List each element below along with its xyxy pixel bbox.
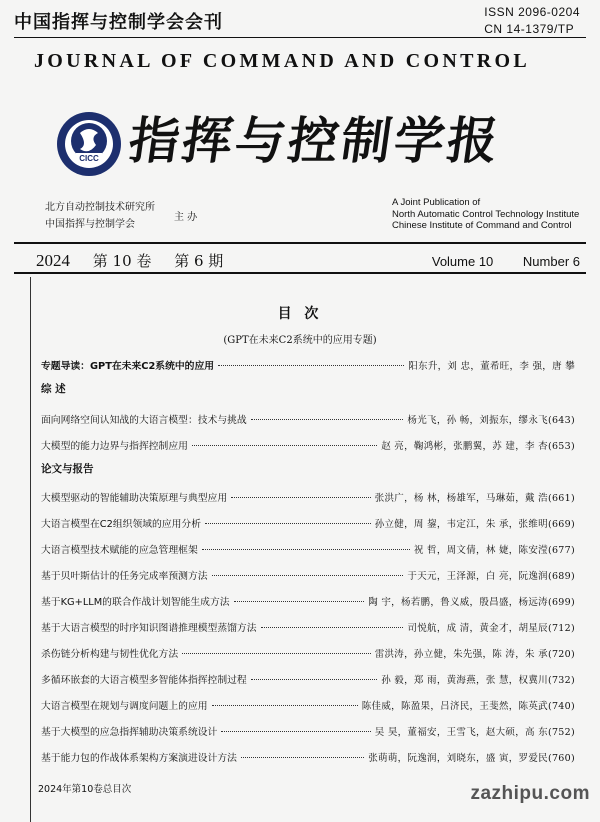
toc-title: 目 次	[277, 306, 323, 322]
joint-line-1: A Joint Publication of	[392, 197, 481, 208]
toc-item-title: 大模型的能力边界与指挥控制应用	[41, 441, 188, 452]
toc-item-authors: 陈佳威，陈盈果，吕济民，王斐然，陈英武(740)	[361, 701, 575, 712]
toc-item-authors: 张萌萌，阮逸润，刘晓东，盛 寅，罗爱民(760)	[368, 753, 575, 764]
issue-rule-bottom	[14, 272, 586, 274]
toc-review-row[interactable]	[41, 412, 575, 426]
toc-item-title: 大语言模型技术赋能的应急管理框架	[41, 545, 198, 556]
toc-item-title: 多循环嵌套的大语言模型多智能体指挥控制过程	[41, 675, 247, 686]
toc-item-title: 基于KG+LLM的联合作战计划智能生成方法	[41, 597, 230, 608]
joint-publication	[392, 197, 579, 232]
toc-item-title: 大语言模型在C2组织领域的应用分析	[41, 519, 202, 530]
leader-dots	[182, 653, 371, 654]
sponsor-list	[45, 199, 155, 233]
leader-dots	[261, 627, 404, 628]
toc-item-authors: 孙 毅，郑 雨，黄海燕，张 慧，权冀川(732)	[381, 675, 575, 686]
issue-rule-top	[14, 242, 586, 244]
section-papers: 论文与报告	[41, 463, 94, 475]
toc-paper-row[interactable]	[41, 490, 575, 504]
top-rule	[14, 37, 586, 38]
toc-item-title: 专题导读：GPT在未来C2系统中的应用	[41, 361, 215, 372]
issn-block	[484, 4, 580, 38]
sponsor-2: 中国指挥与控制学会	[45, 219, 135, 230]
toc-item-authors: 祝 哲，周文倩，林 婕，陈安滢(677)	[413, 545, 575, 556]
issue-info-en	[432, 254, 580, 269]
toc-paper-row[interactable]	[41, 646, 575, 660]
toc-item-authors: 孙立健，周 鋆，韦定江，朱 承，张维明(669)	[374, 519, 575, 530]
leader-dots	[202, 549, 410, 550]
toc-item-title: 基于能力包的作战体系架构方案演进设计方法	[41, 753, 237, 764]
toc-item-authors: 吴 昊，董福安，王雪飞，赵大硕，高 东(752)	[374, 727, 575, 738]
issue-info-cn	[36, 250, 223, 271]
toc-paper-row[interactable]	[41, 516, 575, 530]
leader-dots	[251, 419, 404, 420]
toc-subtitle: (GPT在未来C2系统中的应用专题)	[223, 335, 377, 346]
leader-dots	[192, 445, 377, 446]
toc-item-title: 大语言模型在规划与调度问题上的应用	[41, 701, 208, 712]
leader-dots	[212, 705, 358, 706]
toc-item-authors: 司悦航，成 清，黄金才，胡星辰(712)	[407, 623, 575, 634]
cn-number: CN 14-1379/TP	[484, 22, 575, 36]
joint-line-3: Chinese Institute of Command and Control	[392, 220, 572, 231]
toc-review-row[interactable]	[41, 438, 575, 452]
toc-item-authors: 阳东升，刘 忠，董希旺，李 强，唐 攀	[408, 361, 575, 372]
toc-paper-row[interactable]	[41, 542, 575, 556]
toc-paper-row[interactable]	[41, 620, 575, 634]
toc-item-title: 大模型驱动的智能辅助决策原理与典型应用	[41, 493, 228, 504]
toc-item-authors: 于天元，王泽源，白 亮，阮逸润(689)	[407, 571, 575, 582]
association-name: 中国指挥与控制学会会刊	[14, 12, 223, 33]
toc-paper-row[interactable]	[41, 672, 575, 686]
toc-item-authors: 张洪广，杨 林，杨雄军，马琳茹，戴 浩(661)	[374, 493, 575, 504]
toc-item-authors: 雷洪涛，孙立健，朱先强，陈 涛，朱 承(720)	[374, 649, 575, 660]
toc-item-authors: 赵 亮，鞠鸿彬，张鹏翼，苏 建，李 杏(653)	[381, 441, 575, 452]
volume-cn: 第 10 卷	[92, 252, 152, 270]
sponsor-1: 北方自动控制技术研究所	[45, 202, 155, 213]
volume-en: Volume 10	[431, 254, 494, 269]
toc-paper-row[interactable]	[41, 698, 575, 712]
toc-paper-row[interactable]	[41, 594, 575, 608]
toc-item-title: 面向网络空间认知战的大语言模型：技术与挑战	[41, 415, 247, 426]
section-review: 综 述	[41, 383, 66, 395]
annual-index-note: 2024年第10卷总目次	[38, 784, 132, 795]
sponsor-role: 主 办	[174, 212, 198, 223]
watermark: zazhipu.com	[470, 783, 590, 804]
chinese-journal-title: 指挥与控制学报	[125, 111, 505, 170]
cicc-logo	[56, 111, 122, 177]
joint-line-2: North Automatic Control Technology Institute	[392, 208, 580, 220]
toc-item-authors: 陶 宇，杨若鹏，鲁义威，殷昌盛，杨远涛(699)	[368, 597, 575, 608]
issue-year: 2024	[36, 251, 70, 270]
toc-paper-row[interactable]	[41, 750, 575, 764]
toc-intro-row[interactable]	[41, 358, 575, 372]
toc-paper-row[interactable]	[41, 724, 575, 738]
number-cn: 第 6 期	[174, 252, 224, 270]
toc-item-title: 杀伤链分析构建与韧性优化方法	[41, 649, 179, 660]
leader-dots	[241, 757, 364, 758]
leader-dots	[212, 575, 404, 576]
toc-item-title: 基于大模型的应急指挥辅助决策系统设计	[41, 727, 218, 738]
issn-number: ISSN 2096-0204	[484, 5, 580, 19]
toc-paper-row[interactable]	[41, 568, 575, 582]
number-en: Number 6	[522, 254, 580, 269]
leader-dots	[231, 497, 371, 498]
leader-dots	[221, 731, 370, 732]
toc-item-title: 基于贝叶斯估计的任务完成率预测方法	[41, 571, 208, 582]
leader-dots	[218, 365, 404, 366]
toc-item-title: 基于大语言模型的时序知识图谱推理模型蒸馏方法	[41, 623, 257, 634]
english-journal-title: JOURNAL OF COMMAND AND CONTROL	[34, 50, 531, 72]
leader-dots	[251, 679, 377, 680]
leader-dots	[234, 601, 365, 602]
logo-text: CICC	[79, 154, 99, 163]
leader-dots	[205, 523, 371, 524]
toc-item-authors: 杨光飞，孙 畅，刘振东，缪永飞(643)	[407, 415, 575, 426]
